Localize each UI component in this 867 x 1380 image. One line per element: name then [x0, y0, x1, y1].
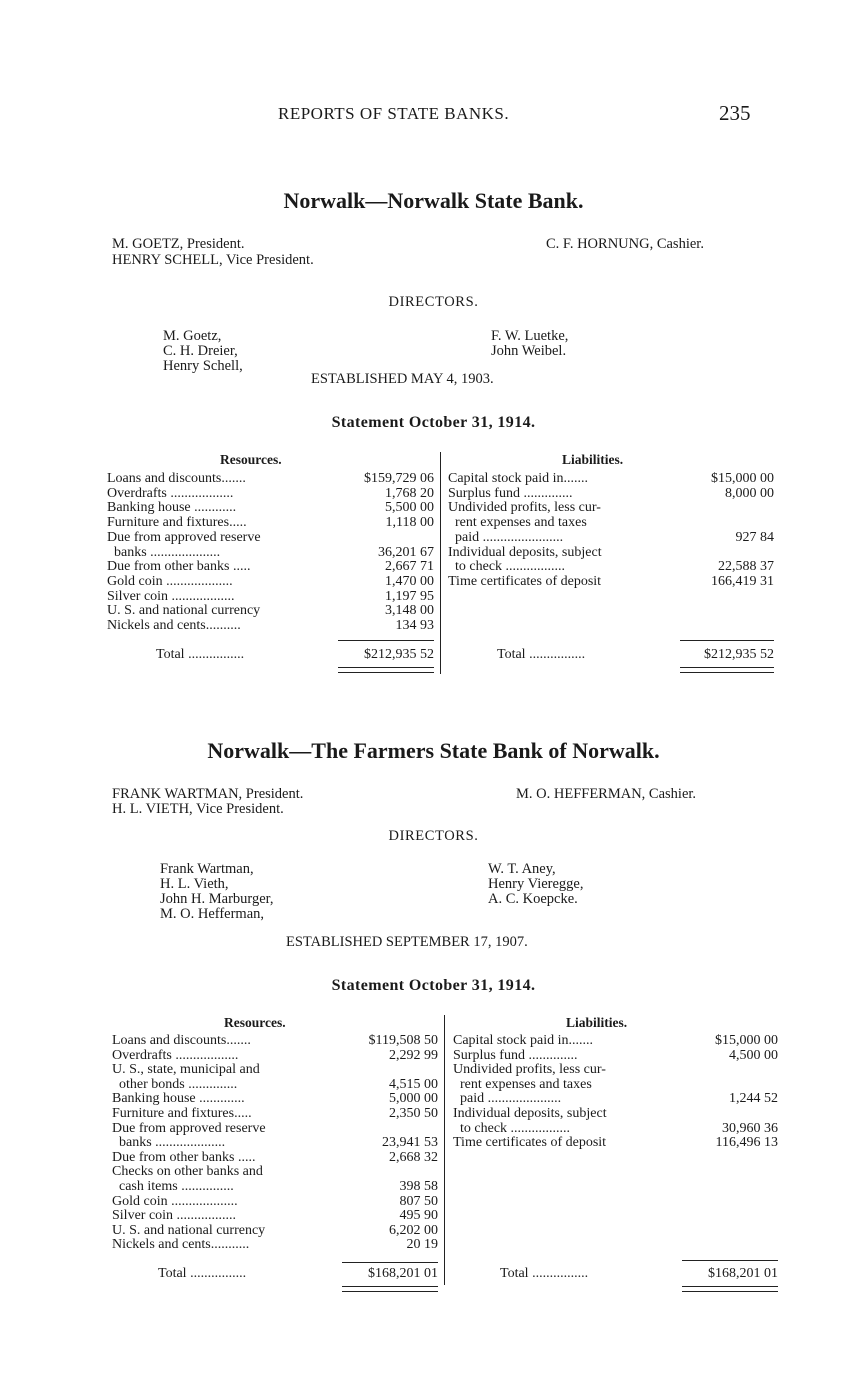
resource-row — [107, 516, 434, 531]
directors-right-list — [491, 329, 568, 359]
row-amount: 1,470 00 — [385, 573, 434, 589]
liability-row — [448, 560, 774, 575]
double-rule — [682, 1286, 778, 1292]
row-label: Furniture and fixtures..... — [112, 1106, 252, 1121]
established-date: ESTABLISHED MAY 4, 1903. — [311, 371, 494, 387]
liability-row — [448, 531, 774, 546]
vice-president: HENRY SCHELL, Vice President. — [112, 252, 314, 268]
row-label: Surplus fund .............. — [453, 1047, 578, 1063]
row-amount: 2,668 32 — [389, 1149, 438, 1165]
cashier: M. O. HEFFERMAN, Cashier. — [516, 786, 697, 802]
established-date: ESTABLISHED SEPTEMBER 17, 1907. — [286, 934, 528, 950]
liability-row — [448, 575, 774, 590]
vice-president: H. L. VIETH, Vice President. — [112, 801, 284, 817]
row-amount: 1,244 52 — [729, 1091, 778, 1107]
total-rule — [338, 640, 434, 641]
row-amount: 2,667 71 — [385, 559, 434, 575]
row-label: cash items ............... — [112, 1179, 234, 1194]
row-amount: 2,350 50 — [389, 1106, 438, 1121]
double-rule — [680, 667, 774, 673]
row-amount: 6,202 00 — [389, 1222, 438, 1238]
row-amount: 20 19 — [406, 1237, 438, 1253]
row-label: Loans and discounts....... — [107, 471, 246, 486]
statement-heading: Statement October 31, 1914. — [331, 977, 536, 994]
liability-row — [453, 1136, 778, 1151]
resource-row — [112, 1180, 438, 1195]
row-label: banks .................... — [107, 544, 221, 560]
row-label: Due from approved reserve — [107, 529, 261, 545]
resource-row — [112, 1107, 438, 1122]
directors-left-list — [163, 329, 243, 374]
resources-heading: Resources. — [224, 1015, 286, 1030]
total-label: Total ................ — [156, 647, 245, 662]
total-amount: $212,935 52 — [704, 647, 774, 662]
total-row-liabilities — [497, 648, 774, 663]
directors-right-list — [488, 862, 584, 907]
liability-row — [453, 1034, 778, 1049]
total-row-resources — [156, 648, 434, 663]
bank-title: Norwalk—Norwalk State Bank. — [283, 188, 584, 213]
row-label: Loans and discounts....... — [112, 1033, 251, 1048]
row-label: Due from other banks ..... — [112, 1149, 256, 1165]
row-label: banks .................... — [112, 1135, 226, 1151]
row-amount: 30,960 36 — [722, 1120, 778, 1136]
row-label: Capital stock paid in....... — [453, 1033, 593, 1048]
resource-row — [107, 619, 434, 634]
resource-row — [107, 560, 434, 575]
row-label: Overdrafts .................. — [112, 1047, 239, 1063]
directors-heading: DIRECTORS. — [388, 828, 479, 844]
double-rule — [338, 667, 434, 673]
president: FRANK WARTMAN, President. — [112, 786, 304, 802]
row-label: rent expenses and taxes — [448, 515, 587, 531]
row-label: rent expenses and taxes — [453, 1076, 592, 1092]
row-label: U. S. and national currency — [107, 603, 261, 619]
president: M. GOETZ, President. — [112, 236, 245, 252]
total-label: Total ................ — [158, 1266, 247, 1281]
director-name: M. O. Hefferman, — [160, 906, 265, 922]
liability-row — [453, 1063, 778, 1078]
column-divider — [440, 452, 441, 674]
liabilities-heading: Liabilities. — [566, 1015, 628, 1030]
resource-row — [112, 1063, 438, 1078]
director-name: Henry Schell, — [163, 358, 243, 374]
row-amount: $15,000 00 — [715, 1033, 778, 1048]
row-amount: 3,148 00 — [385, 603, 434, 619]
director-name: F. W. Luetke, — [491, 328, 569, 344]
total-rule — [680, 640, 774, 641]
resource-row — [112, 1209, 438, 1224]
page-number: 235 — [719, 101, 751, 125]
cashier: C. F. HORNUNG, Cashier. — [546, 236, 704, 252]
director-name: C. H. Dreier, — [163, 343, 238, 359]
row-amount: 1,768 20 — [385, 485, 434, 501]
row-label: Nickels and cents.......... — [107, 618, 241, 633]
total-row-liabilities — [500, 1267, 778, 1282]
row-amount: 495 90 — [399, 1208, 438, 1224]
row-label: Silver coin ................. — [112, 1208, 237, 1224]
bank-title: Norwalk—The Farmers State Bank of Norwalk. — [207, 738, 660, 763]
row-amount: 1,197 95 — [385, 588, 434, 604]
row-amount: 5,500 00 — [385, 500, 434, 516]
liability-row — [448, 516, 774, 531]
row-amount: 134 93 — [395, 618, 434, 633]
row-label: Undivided profits, less cur- — [448, 500, 601, 516]
running-title: REPORTS OF STATE BANKS. — [278, 104, 510, 123]
resource-row — [112, 1034, 438, 1049]
row-amount: 116,496 13 — [715, 1135, 778, 1151]
directors-left-list — [160, 862, 274, 922]
row-amount: 22,588 37 — [718, 559, 774, 575]
director-name: John H. Marburger, — [160, 891, 274, 907]
row-label: Due from other banks ..... — [107, 559, 251, 575]
directors-heading: DIRECTORS. — [388, 294, 479, 310]
statement-heading: Statement October 31, 1914. — [331, 414, 536, 431]
row-amount: 807 50 — [399, 1193, 438, 1209]
row-label: Gold coin ................... — [112, 1193, 238, 1209]
row-label: Time certificates of deposit — [448, 573, 602, 589]
row-amount: 8,000 00 — [725, 485, 774, 501]
resource-row — [107, 575, 434, 590]
row-amount: 1,118 00 — [385, 515, 434, 531]
row-label: Banking house ............ — [107, 500, 237, 516]
liabilities-heading: Liabilities. — [562, 452, 624, 467]
row-label: U. S. and national currency — [112, 1222, 266, 1238]
row-amount: 927 84 — [735, 529, 774, 545]
row-amount: 36,201 67 — [378, 544, 434, 560]
row-label: to check ................. — [448, 559, 566, 575]
row-label: to check ................. — [453, 1120, 571, 1136]
row-label: Undivided profits, less cur- — [453, 1062, 606, 1078]
row-amount: 23,941 53 — [382, 1135, 438, 1151]
row-amount: 398 58 — [399, 1179, 438, 1194]
director-name: A. C. Koepcke. — [488, 891, 578, 907]
row-label: Gold coin ................... — [107, 573, 233, 589]
director-name: Henry Vieregge, — [488, 876, 584, 892]
row-label: U. S., state, municipal and — [112, 1062, 260, 1078]
total-amount: $168,201 01 — [368, 1266, 438, 1281]
resources-heading: Resources. — [220, 452, 282, 467]
row-label: paid ....................... — [448, 529, 564, 545]
row-amount: 4,500 00 — [729, 1047, 778, 1063]
director-name: H. L. Vieth, — [160, 876, 229, 892]
total-rule — [682, 1260, 778, 1261]
row-label: Nickels and cents........... — [112, 1237, 250, 1253]
row-amount: 4,515 00 — [389, 1076, 438, 1092]
column-divider — [444, 1015, 445, 1285]
row-label: Overdrafts .................. — [107, 485, 234, 501]
row-label: Checks on other banks and — [112, 1164, 263, 1180]
liability-row — [453, 1107, 778, 1122]
row-amount: $15,000 00 — [711, 471, 774, 486]
row-label: Surplus fund .............. — [448, 485, 573, 501]
total-label: Total ................ — [500, 1266, 589, 1281]
director-name: W. T. Aney, — [488, 861, 556, 877]
resource-row — [112, 1136, 438, 1151]
liability-row — [448, 472, 774, 487]
row-amount: 5,000 00 — [389, 1091, 438, 1107]
row-label: other bonds .............. — [112, 1076, 238, 1092]
row-label: Capital stock paid in....... — [448, 471, 588, 486]
row-label: Silver coin .................. — [107, 588, 235, 604]
row-amount: 2,292 99 — [389, 1047, 438, 1063]
resource-row — [112, 1238, 438, 1253]
row-label: Furniture and fixtures..... — [107, 515, 247, 531]
total-amount: $212,935 52 — [364, 647, 434, 662]
resource-row — [107, 472, 434, 487]
row-label: Time certificates of deposit — [453, 1135, 607, 1151]
total-rule — [342, 1262, 438, 1263]
total-label: Total ................ — [497, 647, 586, 662]
row-label: Individual deposits, subject — [448, 544, 602, 560]
row-amount: 166,419 31 — [711, 573, 774, 589]
director-name: John Weibel. — [491, 343, 567, 359]
row-label: Due from approved reserve — [112, 1120, 266, 1136]
row-label: paid ..................... — [453, 1091, 562, 1107]
double-rule — [342, 1286, 438, 1292]
resource-row — [107, 531, 434, 546]
director-name: Frank Wartman, — [160, 861, 254, 877]
row-amount: $119,508 50 — [368, 1033, 438, 1048]
total-amount: $168,201 01 — [708, 1266, 778, 1281]
director-name: M. Goetz, — [163, 328, 222, 344]
row-label: Banking house ............. — [112, 1091, 245, 1107]
row-label: Individual deposits, subject — [453, 1106, 607, 1121]
row-amount: $159,729 06 — [364, 471, 434, 486]
total-row-resources — [158, 1267, 438, 1282]
